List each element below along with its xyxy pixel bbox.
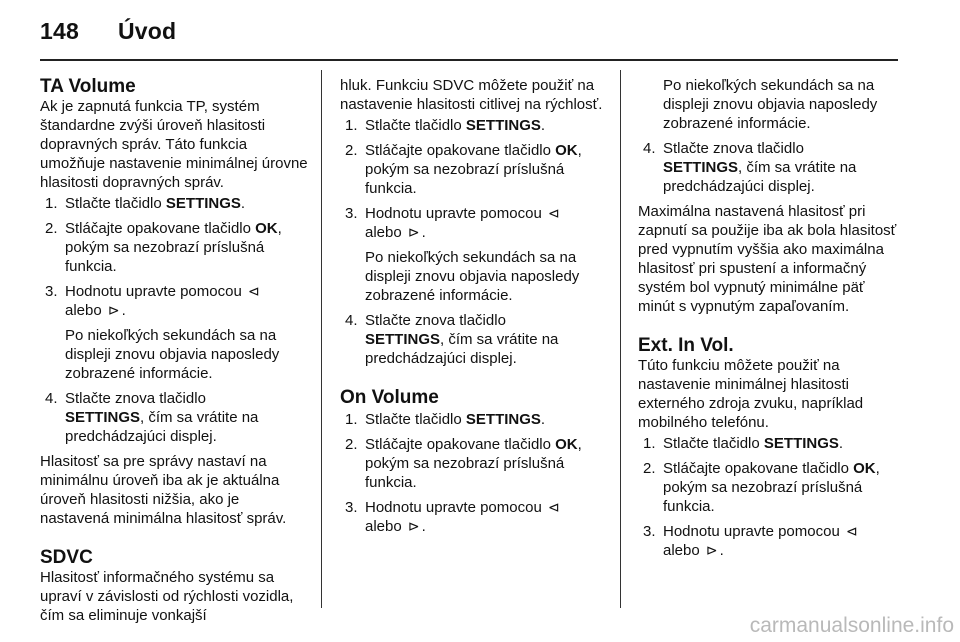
ext-step-3: 3. Hodnotu upravte pomocou ⊲ alebo ⊳ . — [643, 523, 858, 559]
section-title-sdvc: SDVC — [40, 547, 93, 568]
settings-key: SETTINGS — [663, 159, 739, 176]
ext-step-2: 2. Stláčajte opakovane tlačidlo OK, pokým sa nezobrazí príslušná funkcia. — [643, 460, 880, 515]
ta-step-4: 4. Stlačte znova tlačidlo SETTINGS, čím sa vrátite na predchádzajúci displej. — [45, 390, 259, 445]
right-arrow-icon: ⊳ — [107, 302, 120, 318]
ta-step-3: 3. Hodnotu upravte pomocou ⊲ alebo ⊳ . Po niekoľkých sekundách sa na displeji znovu objavia naposledy zobrazené informácie. — [40, 282, 308, 383]
left-arrow-icon: ⊲ — [547, 499, 560, 515]
ok-key: OK — [255, 220, 278, 237]
on-volume-step-4: 4. Stlačte znova tlačidlo SETTINGS, čím sa vrátite na predchádzajúci displej. — [643, 140, 857, 195]
on-volume-step-1: 1. Stlačte tlačidlo SETTINGS. — [345, 411, 546, 428]
column-2 — [340, 76, 608, 542]
settings-key: SETTINGS — [465, 411, 541, 428]
settings-key: SETTINGS — [465, 117, 541, 134]
settings-key: SETTINGS — [365, 331, 441, 348]
header-rule — [40, 59, 898, 61]
settings-key: SETTINGS — [165, 195, 241, 212]
on-volume-step-2: 2. Stláčajte opakovane tlačidlo OK, pokým sa nezobrazí príslušná funkcia. — [345, 436, 582, 491]
on-volume-outro: Maximálna nastavená hlasitosť pri zapnutí sa použije iba ak bola hlasitosť pred vypnutím vyššia ako maximálna hlasitosť pri spustení a informačný systém bol vypnutý minimálne päť minút s vypnutým zapaľovaním. — [638, 203, 897, 315]
watermark: carmanualsonline.info — [749, 614, 954, 637]
ta-step-1: 1. Stlačte tlačidlo SETTINGS. — [45, 195, 246, 212]
ta-outro: Hlasitosť sa pre správy nastaví na minimálnu úroveň iba ak je aktuálna úroveň hlasitosti nižšia, ako je nastavená minimálna hlasitosť správ. — [40, 453, 287, 527]
left-arrow-icon: ⊲ — [845, 523, 858, 539]
right-arrow-icon: ⊳ — [705, 542, 718, 558]
section-title-ta-volume: TA Volume — [40, 76, 136, 97]
right-arrow-icon: ⊳ — [407, 224, 420, 240]
ok-key: OK — [555, 436, 578, 453]
sdvc-step-1: 1. Stlačte tlačidlo SETTINGS. — [345, 117, 546, 134]
ext-steps — [638, 434, 900, 560]
on-volume-steps — [340, 410, 608, 536]
sdvc-continued: hluk. Funkciu SDVC môžete použiť na nastavenie hlasitosti citlivej na rýchlosť. — [340, 77, 603, 113]
page-number: 148 — [40, 18, 79, 44]
ok-key: OK — [853, 460, 876, 477]
left-arrow-icon: ⊲ — [547, 205, 560, 221]
settings-key: SETTINGS — [763, 435, 839, 452]
chapter-title: Úvod — [118, 18, 177, 44]
ta-step-3-note: Po niekoľkých sekundách sa na displeji znovu objavia naposledy zobrazené informácie. — [65, 327, 280, 382]
sdvc-steps — [340, 116, 608, 368]
ok-key: OK — [555, 142, 578, 159]
left-arrow-icon: ⊲ — [247, 283, 260, 299]
sdvc-step-4: 4. Stlačte znova tlačidlo SETTINGS, čím sa vrátite na predchádzajúci displej. — [345, 312, 559, 367]
right-arrow-icon: ⊳ — [407, 518, 420, 534]
column-divider-1 — [321, 70, 322, 608]
on-volume-step-3-note-block — [638, 76, 900, 133]
column-1 — [40, 76, 308, 625]
sdvc-step-3-note: Po niekoľkých sekundách sa na displeji znovu objavia naposledy zobrazené informácie. — [365, 249, 580, 304]
section-title-ext-in-vol: Ext. In Vol. — [638, 335, 734, 356]
section-title-on-volume: On Volume — [340, 387, 439, 408]
sdvc-step-2: 2. Stláčajte opakovane tlačidlo OK, pokým sa nezobrazí príslušná funkcia. — [345, 142, 582, 197]
settings-key: SETTINGS — [65, 409, 141, 426]
ta-intro: Ak je zapnutá funkcia TP, systém štandardne zvýši úroveň hlasitosti dopravných správ. Táto funkcia umožňuje nastavenie minimálnej úrovne hlasitosti dopravných správ. — [40, 98, 308, 191]
sdvc-step-3: 3. Hodnotu upravte pomocou ⊲ alebo ⊳ . Po niekoľkých sekundách sa na displeji znovu objavia naposledy zobrazené informácie. — [340, 204, 608, 305]
on-volume-step-3: 3. Hodnotu upravte pomocou ⊲ alebo ⊳ . — [345, 499, 560, 535]
on-volume-steps-cont — [638, 139, 900, 196]
sdvc-text: Hlasitosť informačného systému sa upraví v závislosti od rýchlosti vozidla, čím sa eliminuje vonkajší — [40, 569, 294, 624]
page-header — [40, 18, 176, 48]
ext-intro: Túto funkciu môžete použiť na nastavenie minimálnej hlasitosti externého zdroja zvuku, napríklad mobilného telefónu. — [638, 357, 864, 431]
ext-step-1: 1. Stlačte tlačidlo SETTINGS. — [643, 435, 844, 452]
ta-step-2: 2. Stláčajte opakovane tlačidlo OK, pokým sa nezobrazí príslušná funkcia. — [45, 220, 282, 275]
column-divider-2 — [620, 70, 621, 608]
column-3 — [638, 76, 900, 566]
ta-steps — [40, 194, 308, 446]
on-volume-step-3-note: Po niekoľkých sekundách sa na displeji znovu objavia naposledy zobrazené informácie. — [663, 77, 878, 132]
